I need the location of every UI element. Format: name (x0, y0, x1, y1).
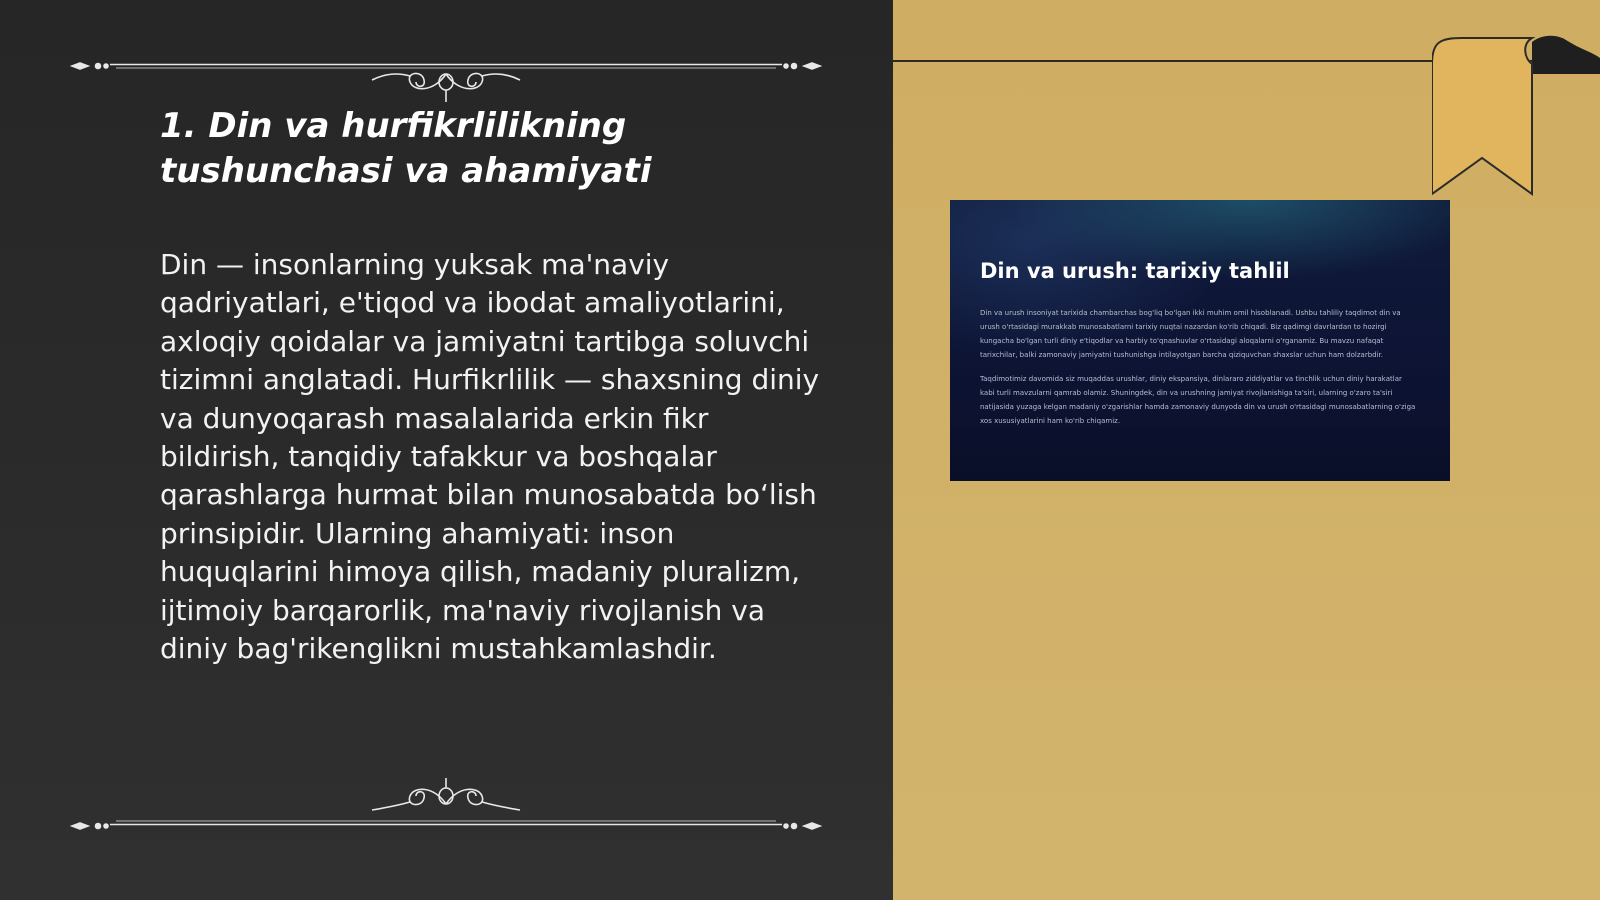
slide-body-text: Din — insonlarning yuksak ma'naviy qadriyatlari, e'tiqod va ibodat amaliyotlarini, axloqiy qoidalar va jamiyatni tartibga soluvchi tizimni anglatadi. Hurfikrlilik — shaxsning diniy va dunyoqarash masalalarida erkin fikr bildirish, tanqidiy tafakkur va boshqalar qarashlarga hurmat bilan munosabatda bo‘lish prinsipidir. Ularning ahamiyati: inson huquqlarini himoya qilish, madaniy pluralizm, ijtimoiy barqarorlik, ma'naviy rivojlanish va diniy bag'rikenglikni mustahkamlashdir. (160, 248, 820, 666)
bottom-ornament-divider-icon (66, 776, 826, 836)
slide-title: 1. Din va hurfikrlilikning tushunchasi va ahamiyati (160, 106, 652, 191)
top-ornament-divider-icon (66, 44, 826, 104)
slide-thumbnail[interactable] (950, 200, 1450, 481)
thumbnail-title: Din va urush: tarixiy tahlil (980, 259, 1290, 283)
thumbnail-paragraph: Din va urush insoniyat tarixida chambarchas bog'liq bo'lgan ikki muhim omil hisoblanadi. Ushbu tahliliy taqdimot din va urush o'rtasidagi murakkab munosabatlarni tarixiy nuqtai nazardan ko'rib chiqadi. Biz qadimgi davrlardan to hozirgi kungacha bo'lgan turli diniy e'tiqodlar va harbiy to'qnashuvlar o'rtasidagi aloqalarni o'rganamiz. Bu mavzu nafaqat tarixchilar, balki zamonaviy jamiyatni tushunishga intilayotgan barcha qiziquvchan shaxslar uchun ham dolzarbdir. (980, 309, 1401, 359)
thumbnail-paragraph: Taqdimotimiz davomida siz muqaddas urushlar, diniy ekspansiya, dinlararo ziddiyatlar va tinchlik uchun diniy harakatlar kabi turli mavzularni qamrab olamiz. Shuningdek, din va urushning jamiyat rivojlanishiga ta'siri, ularning o'zaro ta'siri natijasida yuzaga kelgan madaniy o'zgarishlar hamda zamonaviy dunyoda din va urush o'rtasidagi munosabatlarning o'ziga xos xususiyatlarini ham ko'rib chiqamiz. (980, 375, 1416, 425)
bookmark-ribbon-icon (1432, 34, 1600, 204)
